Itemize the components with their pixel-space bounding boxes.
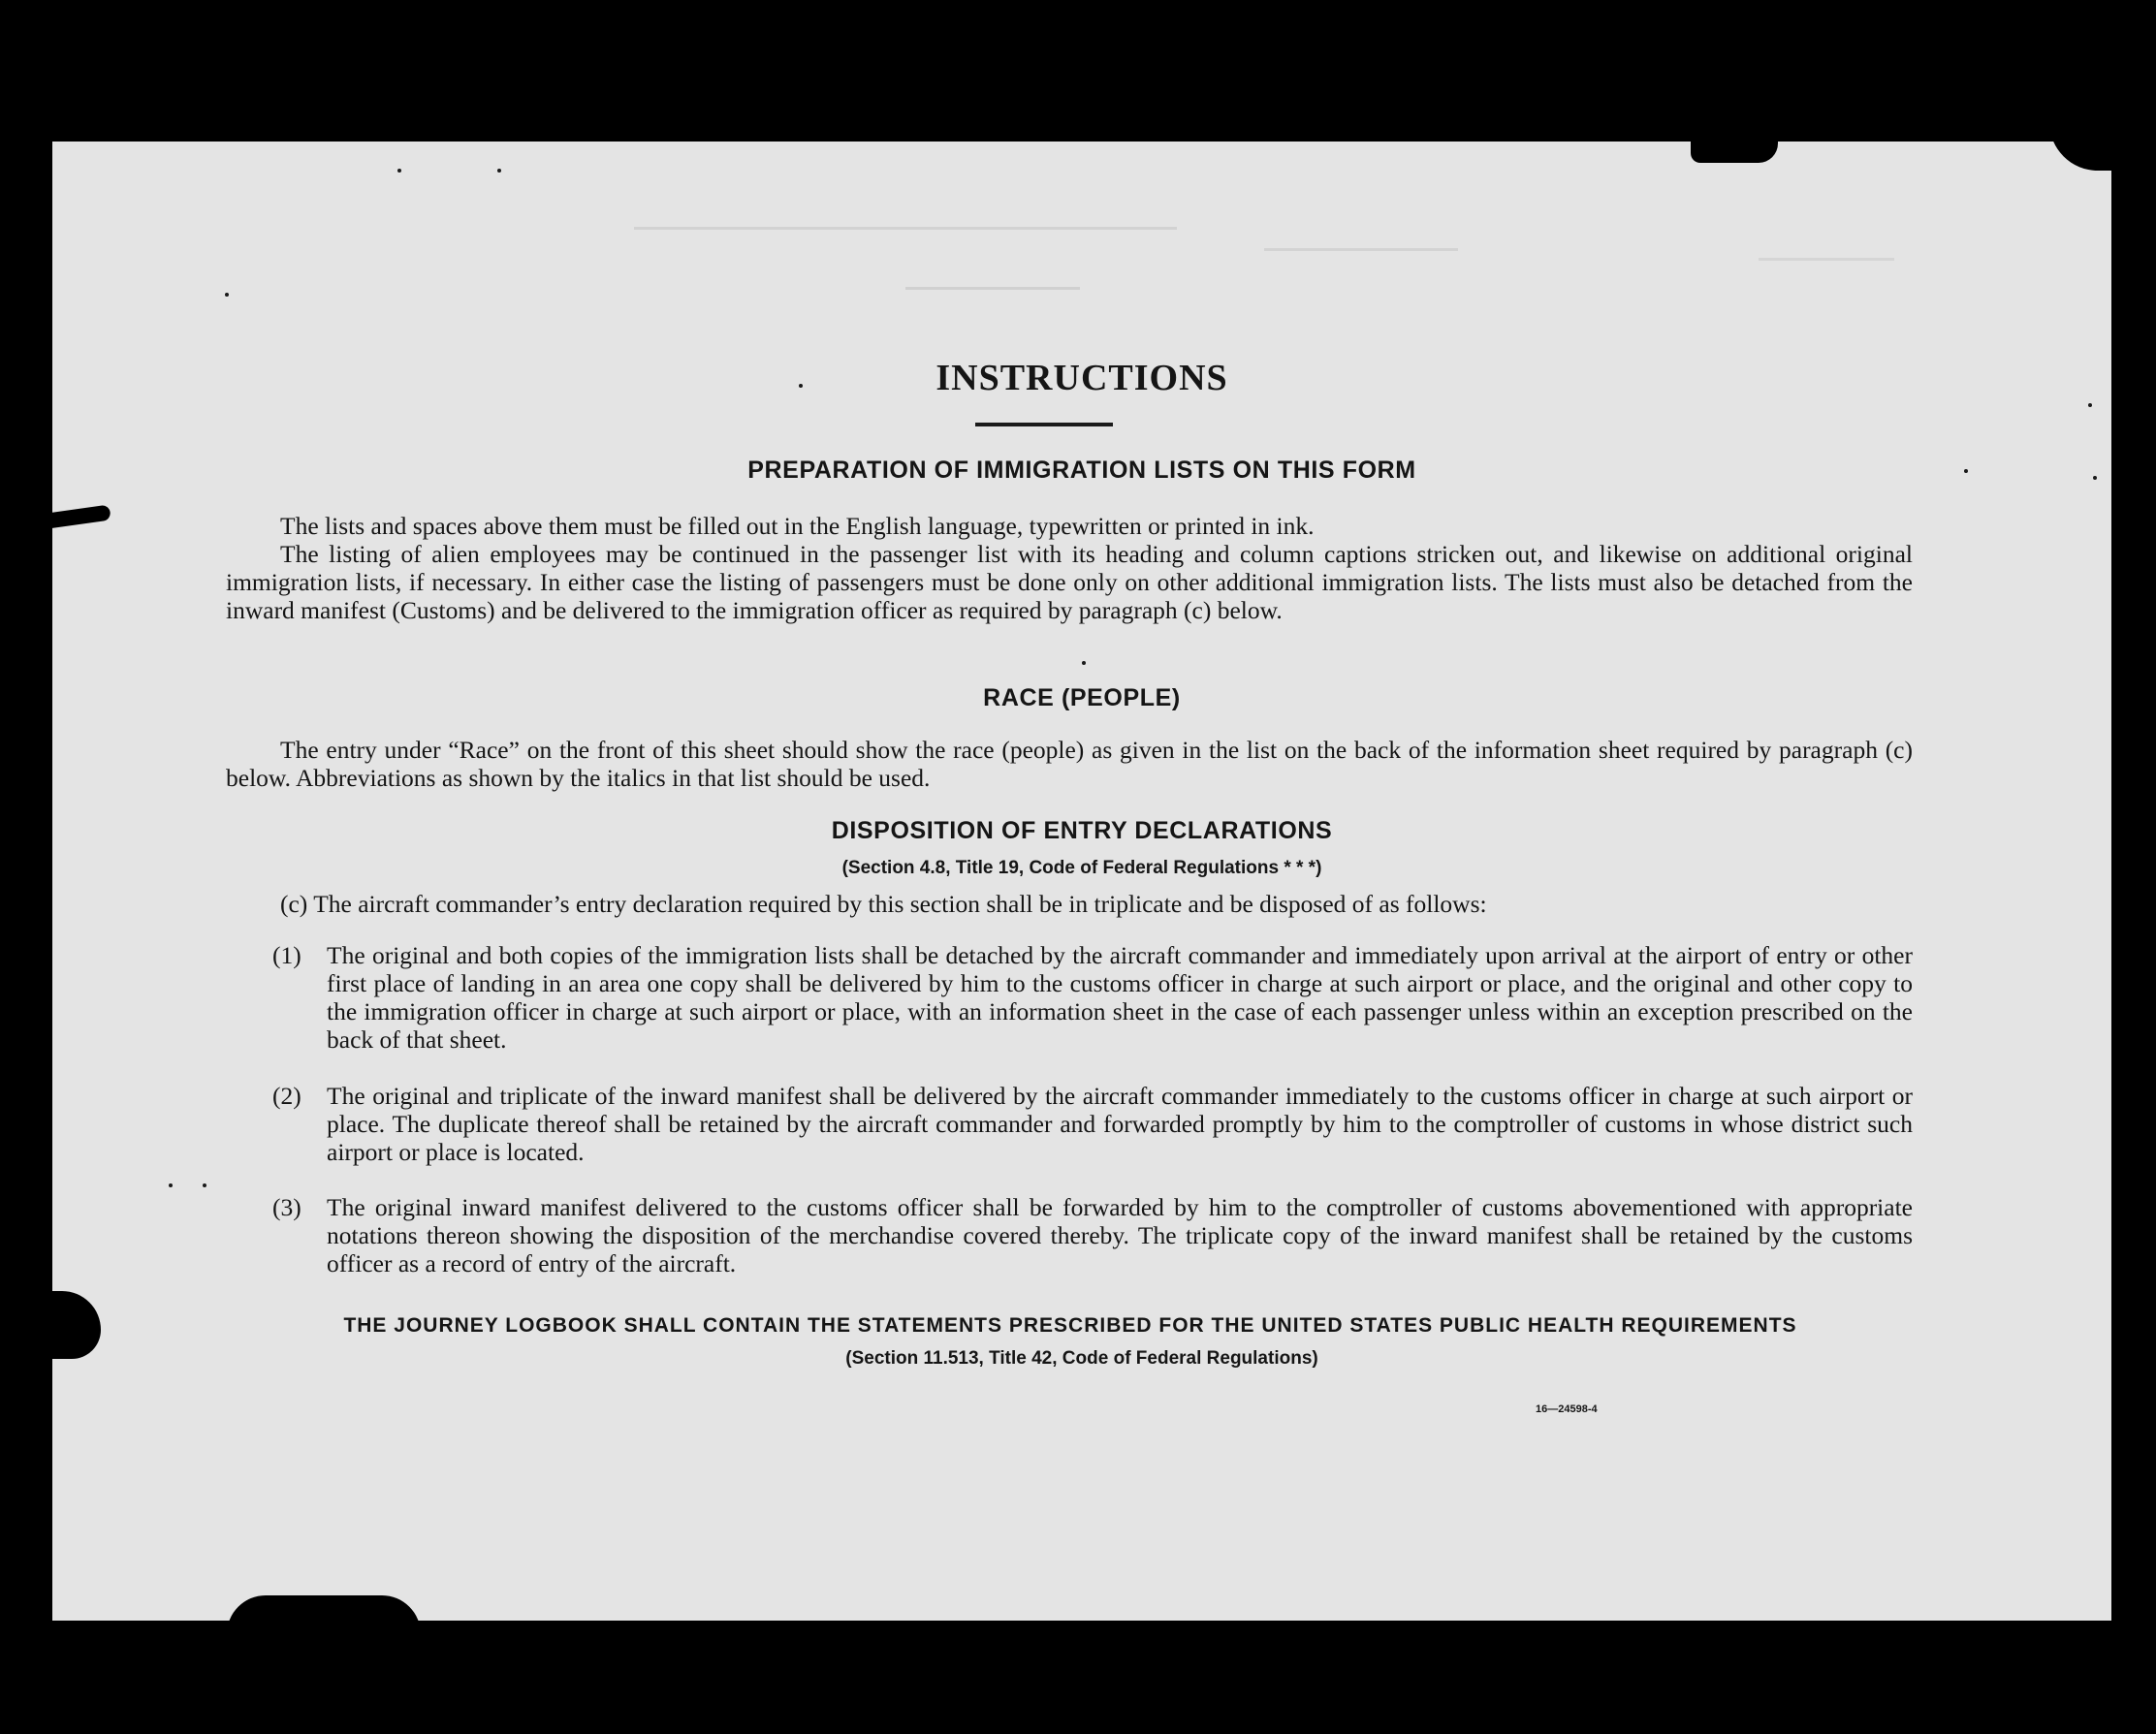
- preparation-heading: PREPARATION OF IMMIGRATION LISTS ON THIS FORM: [747, 457, 1416, 484]
- health-requirements-citation: (Section 11.513, Title 42, Code of Federal Regulations): [845, 1348, 1318, 1369]
- race-paragraph: The entry under “Race” on the front of this sheet should show the race (people) as given in the list on the back of the information sheet required by paragraph (c) below. Abbreviations as shown by the italics in that list should be used.: [226, 736, 1913, 792]
- bleed-through-mark: [634, 227, 1177, 230]
- disposition-heading: DISPOSITION OF ENTRY DECLARATIONS: [831, 817, 1333, 844]
- speck: [203, 1183, 206, 1187]
- item-number: (3): [272, 1193, 301, 1221]
- item-number: (2): [272, 1082, 301, 1110]
- torn-edge: [2049, 142, 2111, 171]
- title-underline: [975, 423, 1113, 426]
- item-number: (1): [272, 941, 301, 969]
- speck: [225, 293, 229, 297]
- disposition-intro: (c) The aircraft commander’s entry declaration required by this section shall be in triplicate and be disposed of as follows:: [280, 890, 1487, 918]
- disposition-item: [272, 941, 1913, 1054]
- preparation-paragraph-2: The listing of alien employees may be continued in the passenger list with its heading and column captions stricken out, and likewise on additional original immigration lists, if necessary. In either case the listing of passengers must be done only on other additional immigration lists. The lists must also be detached from the inward manifest (Customs) and be delivered to the immigration officer as required by paragraph (c) below.: [226, 540, 1913, 624]
- torn-edge: [227, 1595, 421, 1621]
- health-requirements-statement: THE JOURNEY LOGBOOK SHALL CONTAIN THE STATEMENTS PRESCRIBED FOR THE UNITED STATES PUBLIC HEALTH REQUIREMENTS: [343, 1314, 1797, 1337]
- bleed-through-mark: [905, 287, 1080, 290]
- disposition-item: [272, 1193, 1913, 1277]
- disposition-citation: (Section 4.8, Title 19, Code of Federal Regulations * * *): [841, 858, 1322, 878]
- page-title: INSTRUCTIONS: [935, 358, 1228, 398]
- item-text: The original and triplicate of the inward manifest shall be delivered by the aircraft commander immediately to the customs officer in charge at such airport or place. The duplicate thereof shall be retained by the aircraft commander and forwarded promptly by him to the comptroller of customs in whose district such airport or place is located.: [327, 1082, 1913, 1166]
- torn-edge: [1691, 142, 1778, 163]
- item-text: The original inward manifest delivered to the customs officer shall be forwarded by him to the comptroller of customs abovementioned with appropriate notations thereon showing the disposition of the merchandise covered thereby. The triplicate copy of the inward manifest shall be retained by the customs officer as a record of entry of the aircraft.: [327, 1193, 1913, 1277]
- bleed-through-mark: [1264, 248, 1458, 251]
- paper-sheet: [52, 142, 2111, 1621]
- race-heading: RACE (PEOPLE): [983, 684, 1181, 711]
- bleed-through-mark: [1759, 258, 1894, 261]
- speck: [1082, 661, 1086, 665]
- speck: [2088, 403, 2092, 407]
- disposition-item: [272, 1082, 1913, 1166]
- preparation-paragraph-1: The lists and spaces above them must be filled out in the English language, typewritten or printed in ink.: [280, 512, 1315, 540]
- torn-edge: [52, 505, 111, 531]
- item-text: The original and both copies of the immigration lists shall be detached by the aircraft commander and immediately upon arrival at the airport of entry or other first place of landing in an area one copy shall be delivered by him to the customs officer in charge at such airport or place, and the original and other copy to the immigration officer in charge at such airport or place, with an information sheet in the case of each passenger unless within an exception prescribed on the back of that sheet.: [327, 941, 1913, 1054]
- speck: [497, 169, 501, 173]
- speck: [397, 169, 401, 173]
- speck: [169, 1183, 173, 1187]
- form-number: 16—24598-4: [1536, 1403, 1598, 1415]
